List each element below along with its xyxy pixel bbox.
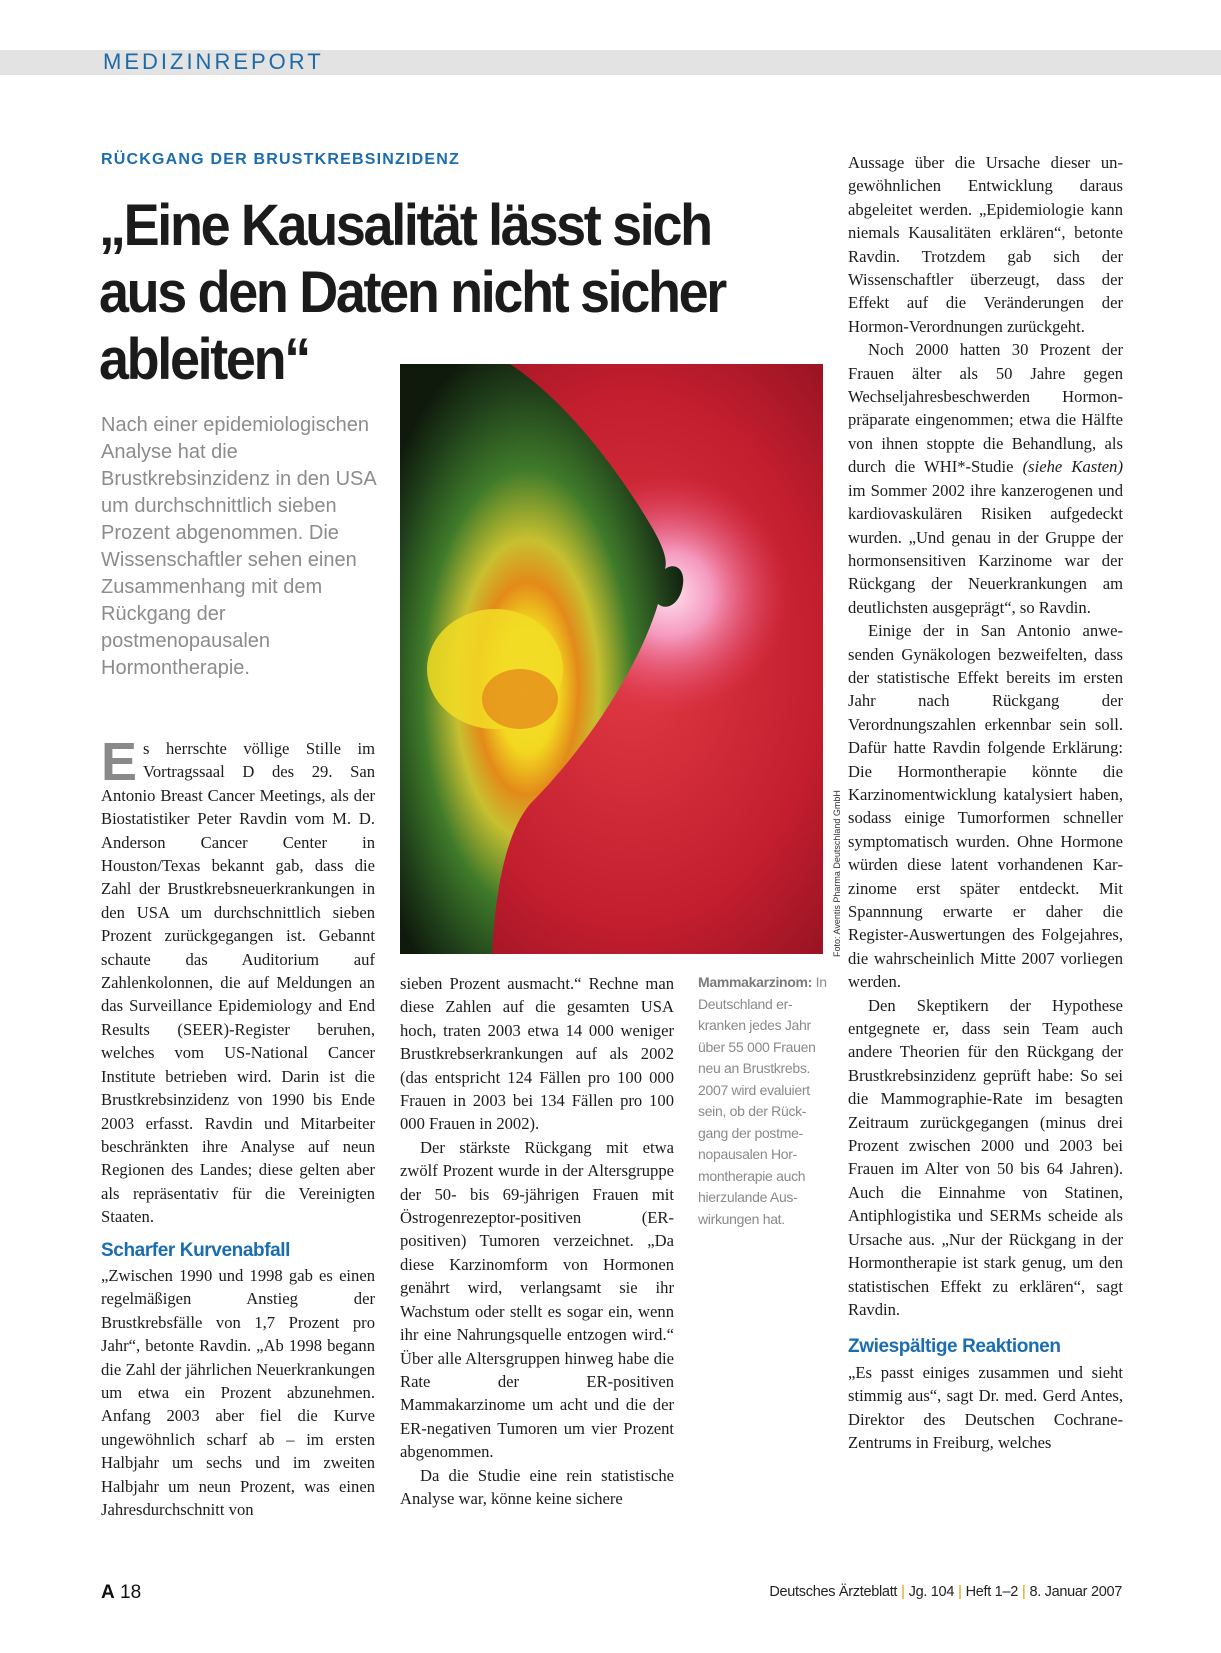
paragraph: Der stärkste Rückgang mit etwa zwölf Prozent wurde in der Altersgruppe der 50- bis 69-jährigen Frauen mit Östrogenrezeptor-positiven (ER-positiven) Tumoren verzeichnet. „Da diese Karzinomform von Hormonen genährt wird, verlangsamt sie ihr Wachstum oder stellt es sogar ein, wenn ihr eine Nahrungsquelle entzogen wird.“ Über alle Altersgruppen hinweg habe die Rate der ER-positiven Mammakarzinome um acht und die der ER-negativen Tumoren um vier Prozent abgenommen. bbox=[400, 1137, 674, 1462]
paragraph: s herrschte völlige Stille im Vortragssaal D des 29. San Antonio Breast Cancer Meetings, als der Biostatistiker Peter Ravdin vom M. D. Anderson Cancer Center in Houston/Texas bekannt gab, dass die Zahl der Brustkrebsneuerkrankungen in den USA um durchschnittlich sieben Prozent zurückgegangen ist. Gebannt schaute das Auditorium auf Zahlenkolonnen, die auf Meldungen an das Surveillance Epidemiology and End Results (SEER)-Register beruhen, welches vom US-National Cancer Institute betrieben wird. Darin ist die Brustkrebsinzidenz von 1990 bis Ende 2003 erfasst. Ravdin und Mitarbeiter beschränkten ihre Analyse auf neun Regionen des Landes; diese gelten aber als repräsentativ für die Vereinigten Staaten. bbox=[101, 739, 375, 1227]
paragraph: Den Skeptikern der Hypothese entgegnete er, dass sein Team auch andere Theorien für den Rückgang der Brustkrebsinzidenz geprüft habe: So sei die Mammographie-Rate im besagten Zeitraum zurückgegangen (minus drei Prozent zwischen 2000 und 2003 bei Frauen im Alter von 50 bis 64 Jahren). Auch die Einnahme von Statinen, Antiphlogistika und SERMs scheide als Ursache aus. „Nur der Rückgang in der Hormontherapie ist stark genug, um den statistischen Effekt zu erklären“, sagt Ravdin. bbox=[848, 995, 1123, 1319]
paragraph: Da die Studie eine rein statistische Analyse war, könne keine sichere bbox=[400, 1465, 674, 1508]
separator: | bbox=[1021, 1584, 1026, 1600]
paragraph: Aussage über die Ursache dieser ungewöhnlichen Entwicklung daraus abgeleitet werden. „Epidemiologie kann niemals Kausalitäten erklären“, betonte Ravdin. Trotzdem gab sich der Wissenschaftler überzeugt, dass der Effekt auf die Veränderungen der Hormon-Verordnungen zurückgeht. bbox=[848, 153, 1123, 336]
text-column-1 bbox=[101, 732, 375, 1521]
article-kicker: RÜCKGANG DER BRUSTKREBSINZIDENZ bbox=[101, 151, 460, 168]
journal-name: Deutsches Ärzteblatt bbox=[769, 1584, 898, 1600]
paragraph-text: Noch 2000 hatten 30 Prozent der Frauen älter als 50 Jahre gegen Wechseljahresbeschwerden Hormonpräparate eingenommen; etwa die Hälfte von ihnen stoppte die Behandlung, als durch die WHI*-Studie bbox=[848, 340, 1123, 477]
article-lead: Nach einer epidemiologischen Analyse hat die Brustkrebsinzidenz in den USA um durchschnittlich sieben Prozent abgenommen. Die Wissenschaftler sehen einen Zusammenhang mit dem Rückgang der postmenopausalen Hormontherapie. bbox=[101, 414, 376, 679]
subheading: Zwiespältige Reaktionen bbox=[848, 1336, 1061, 1358]
paragraph bbox=[848, 338, 1123, 619]
journal-footer bbox=[769, 1584, 1122, 1600]
caption-text: In Deutschland erkranken jedes Jahr über 55 000 Frauen neu an Brustkrebs. 2007 wird evaluiert sein, ob der Rückgang der postmenopausalen Hormontherapie auch hierzulande Auswirkungen hat. bbox=[698, 974, 827, 1227]
journal-volume: Jg. 104 bbox=[908, 1584, 955, 1600]
page-number bbox=[101, 1582, 141, 1604]
article-headline: „Eine Kausalität lässt sich aus den Daten nicht sicher ableiten“ bbox=[99, 193, 725, 392]
paragraph: „Es passt einiges zusammen und sieht stimmig aus“, sagt Dr. med. Gerd Antes, Direktor des Deutschen Cochrane-Zentrums in Freiburg, welches bbox=[848, 1362, 1123, 1452]
page-number-value: 18 bbox=[120, 1582, 142, 1603]
journal-date: 8. Januar 2007 bbox=[1029, 1584, 1122, 1600]
journal-issue: Heft 1–2 bbox=[965, 1584, 1018, 1600]
breast-thermography-photo bbox=[400, 364, 823, 954]
paragraph: Einige der in San Antonio anwesenden Gynäkologen bezweifelten, dass der statistische Effekt bereits im ersten Jahr nach Rückgang der Verordnungszahlen erkennbar sein soll. Dafür hatte Ravdin folgende Erklärung: Die Hormontherapie könnte die Karzinomentwicklung katalysiert haben, sodass einige Tumorformen schneller symptomatisch wurden. Ohne Hormone würden diese latent vorhandenen Karzinome erst später entdeckt. Mit Spannnung erwarte er daher die Register-Auswertungen des Folgejahres, die wahrscheinlich Mitte 2007 vorliegen werden. bbox=[848, 621, 1123, 992]
page-letter: A bbox=[101, 1582, 115, 1603]
caption-title: Mammakarzinom: bbox=[698, 974, 813, 990]
subheading: Scharfer Kurvenabfall bbox=[101, 1239, 291, 1261]
text-column-2 bbox=[400, 972, 674, 1510]
section-label: MEDIZINREPORT bbox=[103, 49, 324, 74]
drop-cap: E bbox=[101, 732, 138, 792]
separator: | bbox=[901, 1584, 905, 1600]
photo-caption bbox=[698, 972, 828, 1230]
cross-reference: (siehe Kasten) bbox=[1022, 457, 1123, 477]
photo-credit: Foto: Aventis Pharma Deutschland GmbH bbox=[832, 790, 842, 957]
paragraph: sieben Prozent ausmacht.“ Rechne man diese Zahlen auf die gesamten USA hoch, traten 2003 etwa 14 000 weniger Brustkrebserkrankungen auf als 2002 (das entspricht 124 Fällen pro 100 000 Frauen in 2003 bei 134 Fällen pro 100 000 Frauen in 2002). bbox=[400, 974, 674, 1134]
separator: | bbox=[958, 1584, 962, 1600]
paragraph: „Zwischen 1990 und 1998 gab es einen regelmäßigen Anstieg der Brustkrebsfälle von 1,7 Prozent pro Jahr“, betonte Ravdin. „Ab 1998 begann die Zahl der jährlichen Neuerkrankungen um etwa ein Prozent abzunehmen. Anfang 2003 aber fiel die Kurve ungewöhnlich scharf ab – im ersten Halbjahr um sechs und im zweiten Halbjahr um neun Prozent, was einen Jahresdurchschnitt von bbox=[101, 1265, 375, 1519]
text-column-3 bbox=[848, 151, 1123, 1454]
paragraph-text: im Sommer 2002 ihre kanzerogenen und kardiovaskulären Risiken aufgedeckt wurden. „Und genau in der Gruppe der hormonsensitiven Karzinome war der Rückgang der Neuerkrankungen am deutlichsten ausgeprägt“, so Ravdin. bbox=[848, 480, 1123, 617]
